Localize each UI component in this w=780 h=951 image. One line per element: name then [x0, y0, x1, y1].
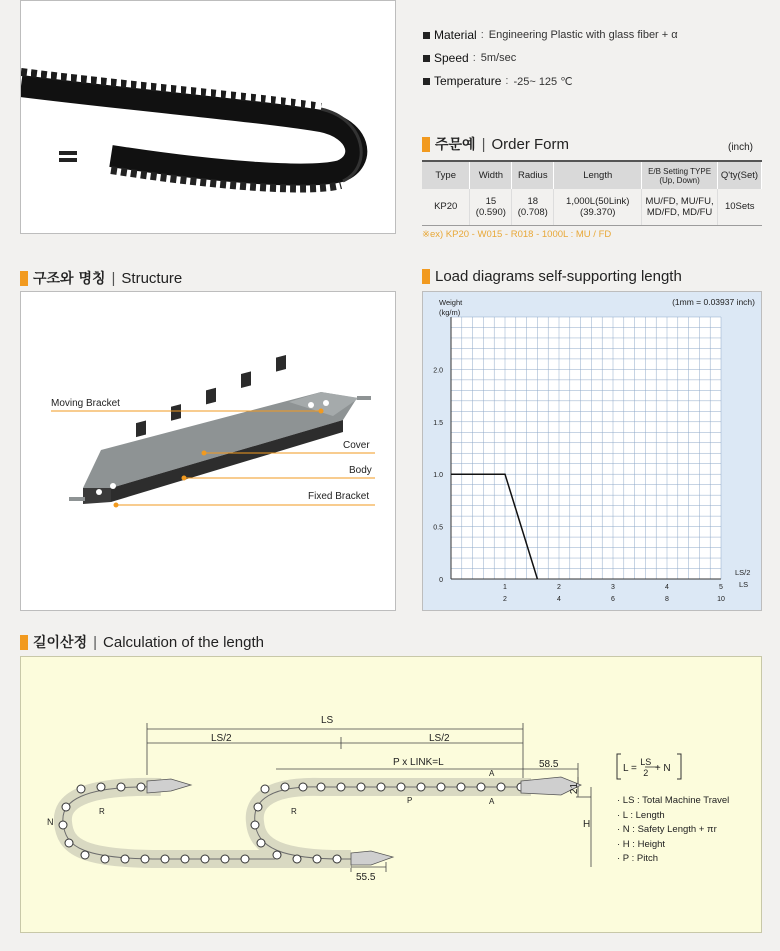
dim-plink: P x LINK=L [393, 757, 444, 768]
plot-area [451, 317, 721, 579]
y-tick-label: 1.0 [433, 472, 443, 480]
bullet-square-icon [423, 32, 430, 39]
dim-h: H [583, 819, 591, 830]
dim-55-5: 55.5 [356, 872, 376, 883]
label-body: Body [349, 465, 372, 476]
legend-list [617, 794, 729, 867]
label-moving-bracket: Moving Bracket [51, 398, 120, 409]
chain-structure-illustration [21, 292, 397, 612]
calc-panel [20, 656, 762, 933]
dim-p: P [407, 796, 413, 805]
spec-speed: Speed : 5m/sec [423, 51, 516, 65]
load-chart [423, 292, 763, 612]
structure-title: 구조와 명칭 | Structure [20, 268, 182, 288]
spec-material: Material : Engineering Plastic with glass fiber + α [423, 28, 678, 42]
cell-width: 15 (0.590) [470, 189, 512, 225]
conversion-note: (1mm = 0.03937 inch) [672, 297, 755, 307]
dim-a-top: A [489, 769, 495, 778]
y-tick-label: 0.5 [433, 524, 443, 532]
y-tick-label: 0 [439, 577, 443, 584]
dim-n: N [47, 817, 54, 827]
x-tick-label-ls: 8 [665, 596, 669, 603]
legend-ls: · LS : Total Machine Travel [617, 795, 730, 806]
formula: L = LS 2 + N [623, 757, 671, 778]
cell-setting: MU/FD, MU/FU, MD/FD, MD/FU [642, 189, 718, 225]
legend-h: · H : Height [617, 838, 666, 850]
spec-temperature: Temperature : -25~ 125 ℃ [423, 74, 573, 88]
x-axis-label-ls2: LS/2 [735, 568, 751, 577]
dim-a-bottom: A [489, 797, 495, 806]
bullet-square-icon [423, 55, 430, 62]
label-fixed-bracket: Fixed Bracket [308, 491, 370, 502]
y-axis-label: Weight (kg/m) [439, 298, 463, 317]
th-type: Type [422, 161, 470, 189]
order-table [422, 160, 762, 226]
cell-radius: 18 (0.708) [512, 189, 554, 225]
legend-n: · N : Safety Length + πr [617, 824, 717, 835]
x-tick-label-ls2: 2 [557, 584, 561, 591]
cell-qty: 10Sets [717, 189, 761, 225]
y-tick-label: 1.5 [433, 419, 443, 427]
structure-panel [20, 291, 396, 611]
label-cover: Cover [343, 440, 370, 451]
cell-type: KP20 [422, 189, 470, 225]
dim-r-right: R [291, 807, 297, 816]
cell-length: 1,000L(50Link) (39.370) [554, 189, 642, 225]
accent-bar [422, 269, 430, 284]
legend-p: · P : Pitch [617, 853, 659, 864]
dim-ls2-right: LS/2 [429, 733, 450, 744]
order-example: ※ex) KP20 - W015 - R018 - 1000L : MU / FD [422, 229, 612, 240]
x-tick-label-ls: 4 [557, 596, 561, 603]
x-tick-label-ls2: 5 [719, 584, 723, 591]
x-axis-label-ls: LS [739, 580, 749, 589]
legend-l: · L : Length [617, 809, 665, 821]
th-qty: Q'ty(Set) [717, 161, 761, 189]
dim-ls: LS [321, 715, 334, 726]
x-tick-label-ls2: 4 [665, 584, 669, 591]
dim-21: 21 [569, 782, 581, 795]
accent-bar [20, 271, 28, 286]
y-tick-label: 2.0 [433, 367, 443, 375]
order-form-title: 주문예 | Order Form [422, 134, 569, 154]
accent-bar [422, 137, 430, 152]
table-header-row [422, 161, 762, 189]
unit-label: (inch) [728, 142, 754, 153]
accent-bar [20, 635, 28, 650]
th-length: Length [554, 161, 642, 189]
dim-58-5: 58.5 [539, 759, 559, 770]
th-radius: Radius [512, 161, 554, 189]
chain-photo-panel [20, 0, 396, 234]
table-row [422, 189, 762, 225]
dim-ls2-left: LS/2 [211, 733, 232, 744]
x-tick-label-ls: 2 [503, 596, 507, 603]
bullet-square-icon [423, 78, 430, 85]
th-setting: E/B Setting TYPE (Up, Down) [642, 161, 718, 189]
x-tick-label-ls: 10 [717, 596, 725, 603]
dim-r-left: R [99, 807, 105, 816]
th-width: Width [470, 161, 512, 189]
calc-title: 길이산정 | Calculation of the length [20, 632, 264, 652]
load-chart-panel [422, 291, 762, 611]
x-tick-label-ls2: 3 [611, 584, 615, 591]
cable-chain-photo [21, 1, 397, 235]
load-diagram-title: Load diagrams self-supporting length [422, 268, 682, 285]
x-tick-label-ls: 6 [611, 596, 615, 603]
x-tick-label-ls2: 1 [503, 584, 507, 591]
